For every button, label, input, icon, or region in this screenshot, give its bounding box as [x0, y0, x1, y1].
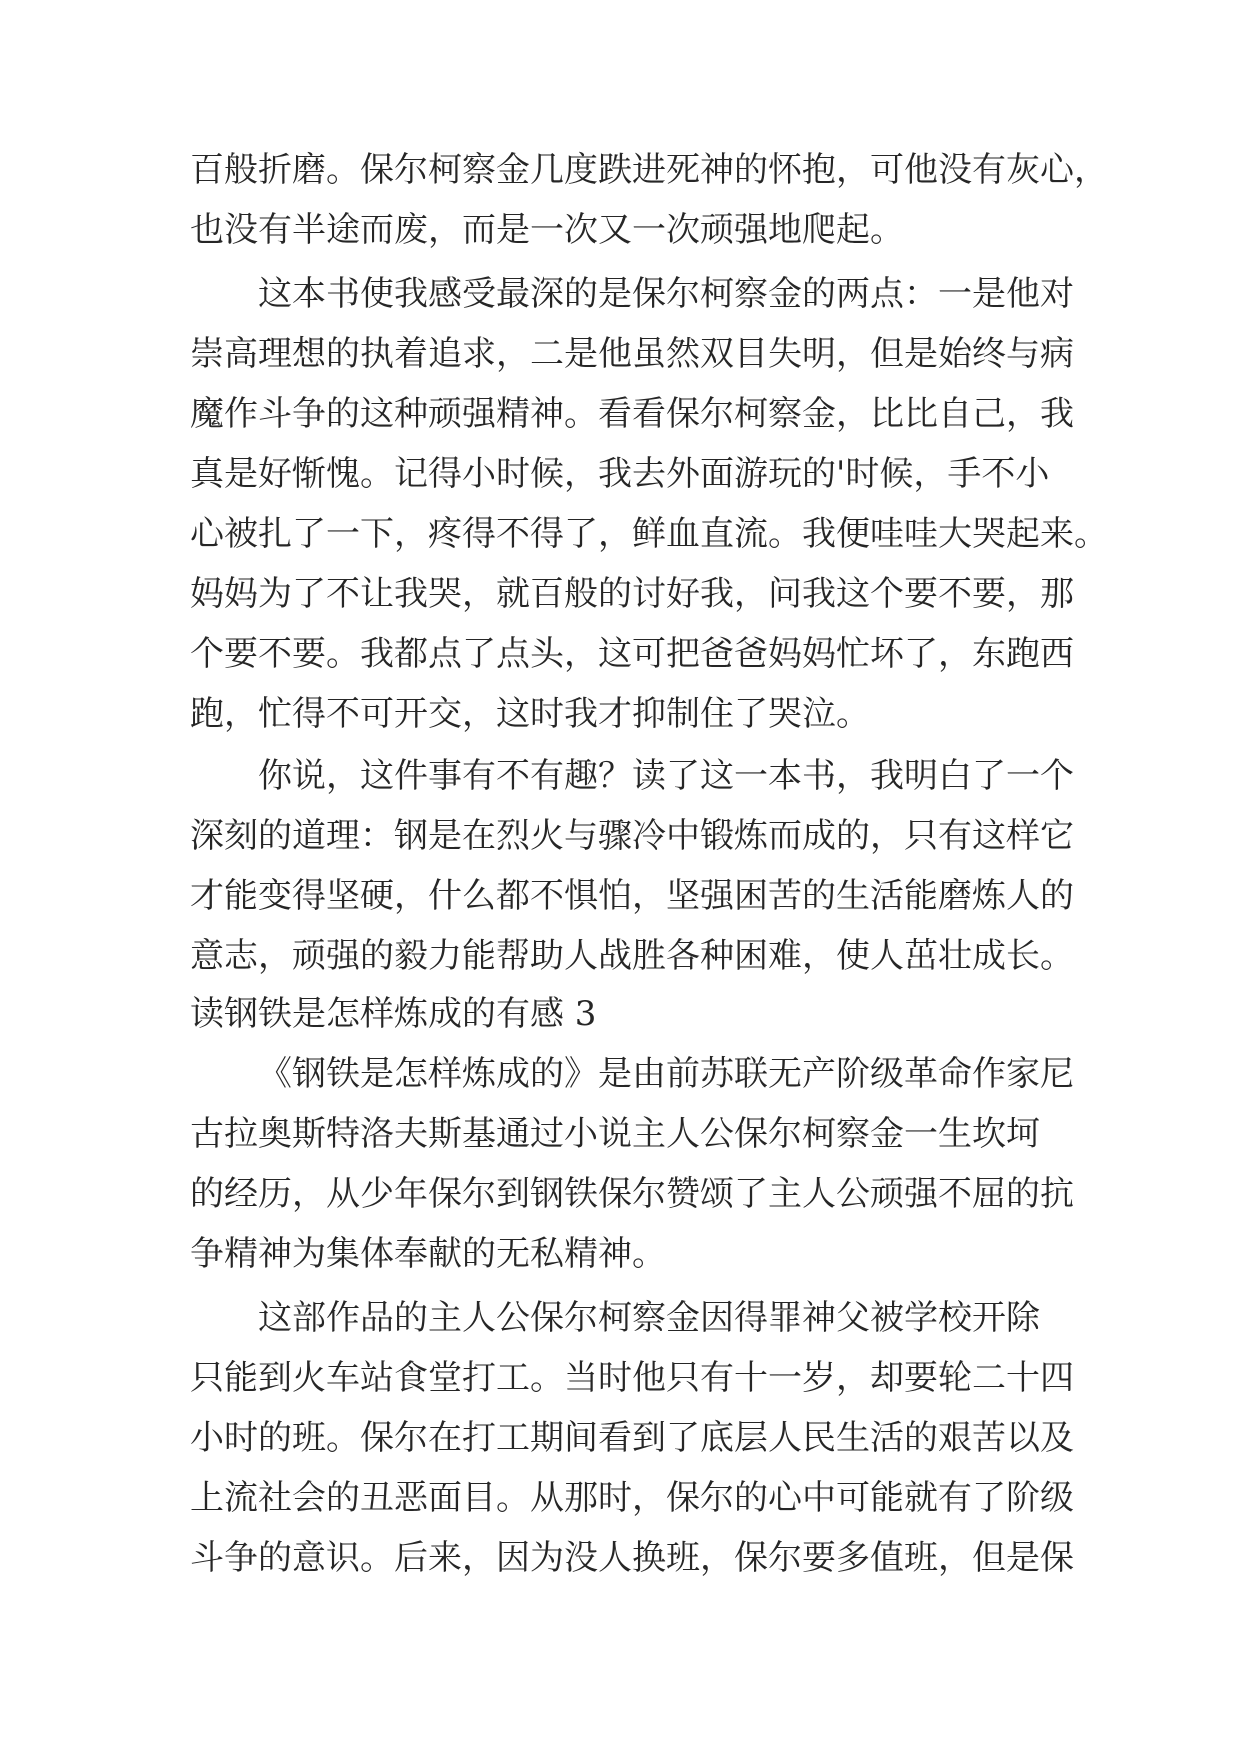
text-line: 个要不要。我都点了点头，这可把爸爸妈妈忙坏了，东跑西: [190, 634, 1074, 674]
text-line: 崇高理想的执着追求，二是他虽然双目失明，但是始终与病: [190, 334, 1074, 374]
paragraph-start-line: 《钢铁是怎样炼成的》是由前苏联无产阶级革命作家尼: [258, 1054, 1074, 1094]
text-line: 意志，顽强的毅力能帮助人战胜各种困难，使人茁壮成长。: [190, 936, 1074, 976]
text-line: 争精神为集体奉献的无私精神。: [190, 1234, 666, 1274]
text-line: 深刻的道理：钢是在烈火与骤冷中锻炼而成的，只有这样它: [190, 816, 1074, 856]
text-line: 只能到火车站食堂打工。当时他只有十一岁，却要轮二十四: [190, 1358, 1074, 1398]
text-line: 上流社会的丑恶面目。从那时，保尔的心中可能就有了阶级: [190, 1478, 1074, 1518]
text-line: 妈妈为了不让我哭，就百般的讨好我，问我这个要不要，那: [190, 574, 1074, 614]
text-line: 古拉奥斯特洛夫斯基通过小说主人公保尔柯察金一生坎坷: [190, 1114, 1040, 1154]
paragraph-start-line: 你说，这件事有不有趣？读了这一本书，我明白了一个: [258, 756, 1074, 796]
text-line: 才能变得坚硬，什么都不惧怕，坚强困苦的生活能磨炼人的: [190, 876, 1074, 916]
text-line: 也没有半途而废，而是一次又一次顽强地爬起。: [190, 210, 904, 250]
text-line: 跑，忙得不可开交，这时我才抑制住了哭泣。: [190, 694, 870, 734]
text-line: 百般折磨。保尔柯察金几度跌进死神的怀抱，可他没有灰心，: [190, 150, 1108, 190]
text-line: 的经历，从少年保尔到钢铁保尔赞颂了主人公顽强不屈的抗: [190, 1174, 1074, 1214]
paragraph-start-line: 这部作品的主人公保尔柯察金因得罪神父被学校开除: [258, 1298, 1040, 1338]
text-line: 魔作斗争的这种顽强精神。看看保尔柯察金，比比自己，我: [190, 394, 1074, 434]
text-line: 小时的班。保尔在打工期间看到了底层人民生活的艰苦以及: [190, 1418, 1074, 1458]
paragraph-start-line: 这本书使我感受最深的是保尔柯察金的两点：一是他对: [258, 274, 1074, 314]
text-line: 真是好惭愧。记得小时候，我去外面游玩的'时候，手不小: [190, 454, 1050, 494]
text-line: 心被扎了一下，疼得不得了，鲜血直流。我便哇哇大哭起来。: [190, 514, 1108, 554]
text-line: 斗争的意识。后来，因为没人换班，保尔要多值班，但是保: [190, 1538, 1074, 1578]
section-title: 读钢铁是怎样炼成的有感 3: [190, 994, 597, 1034]
